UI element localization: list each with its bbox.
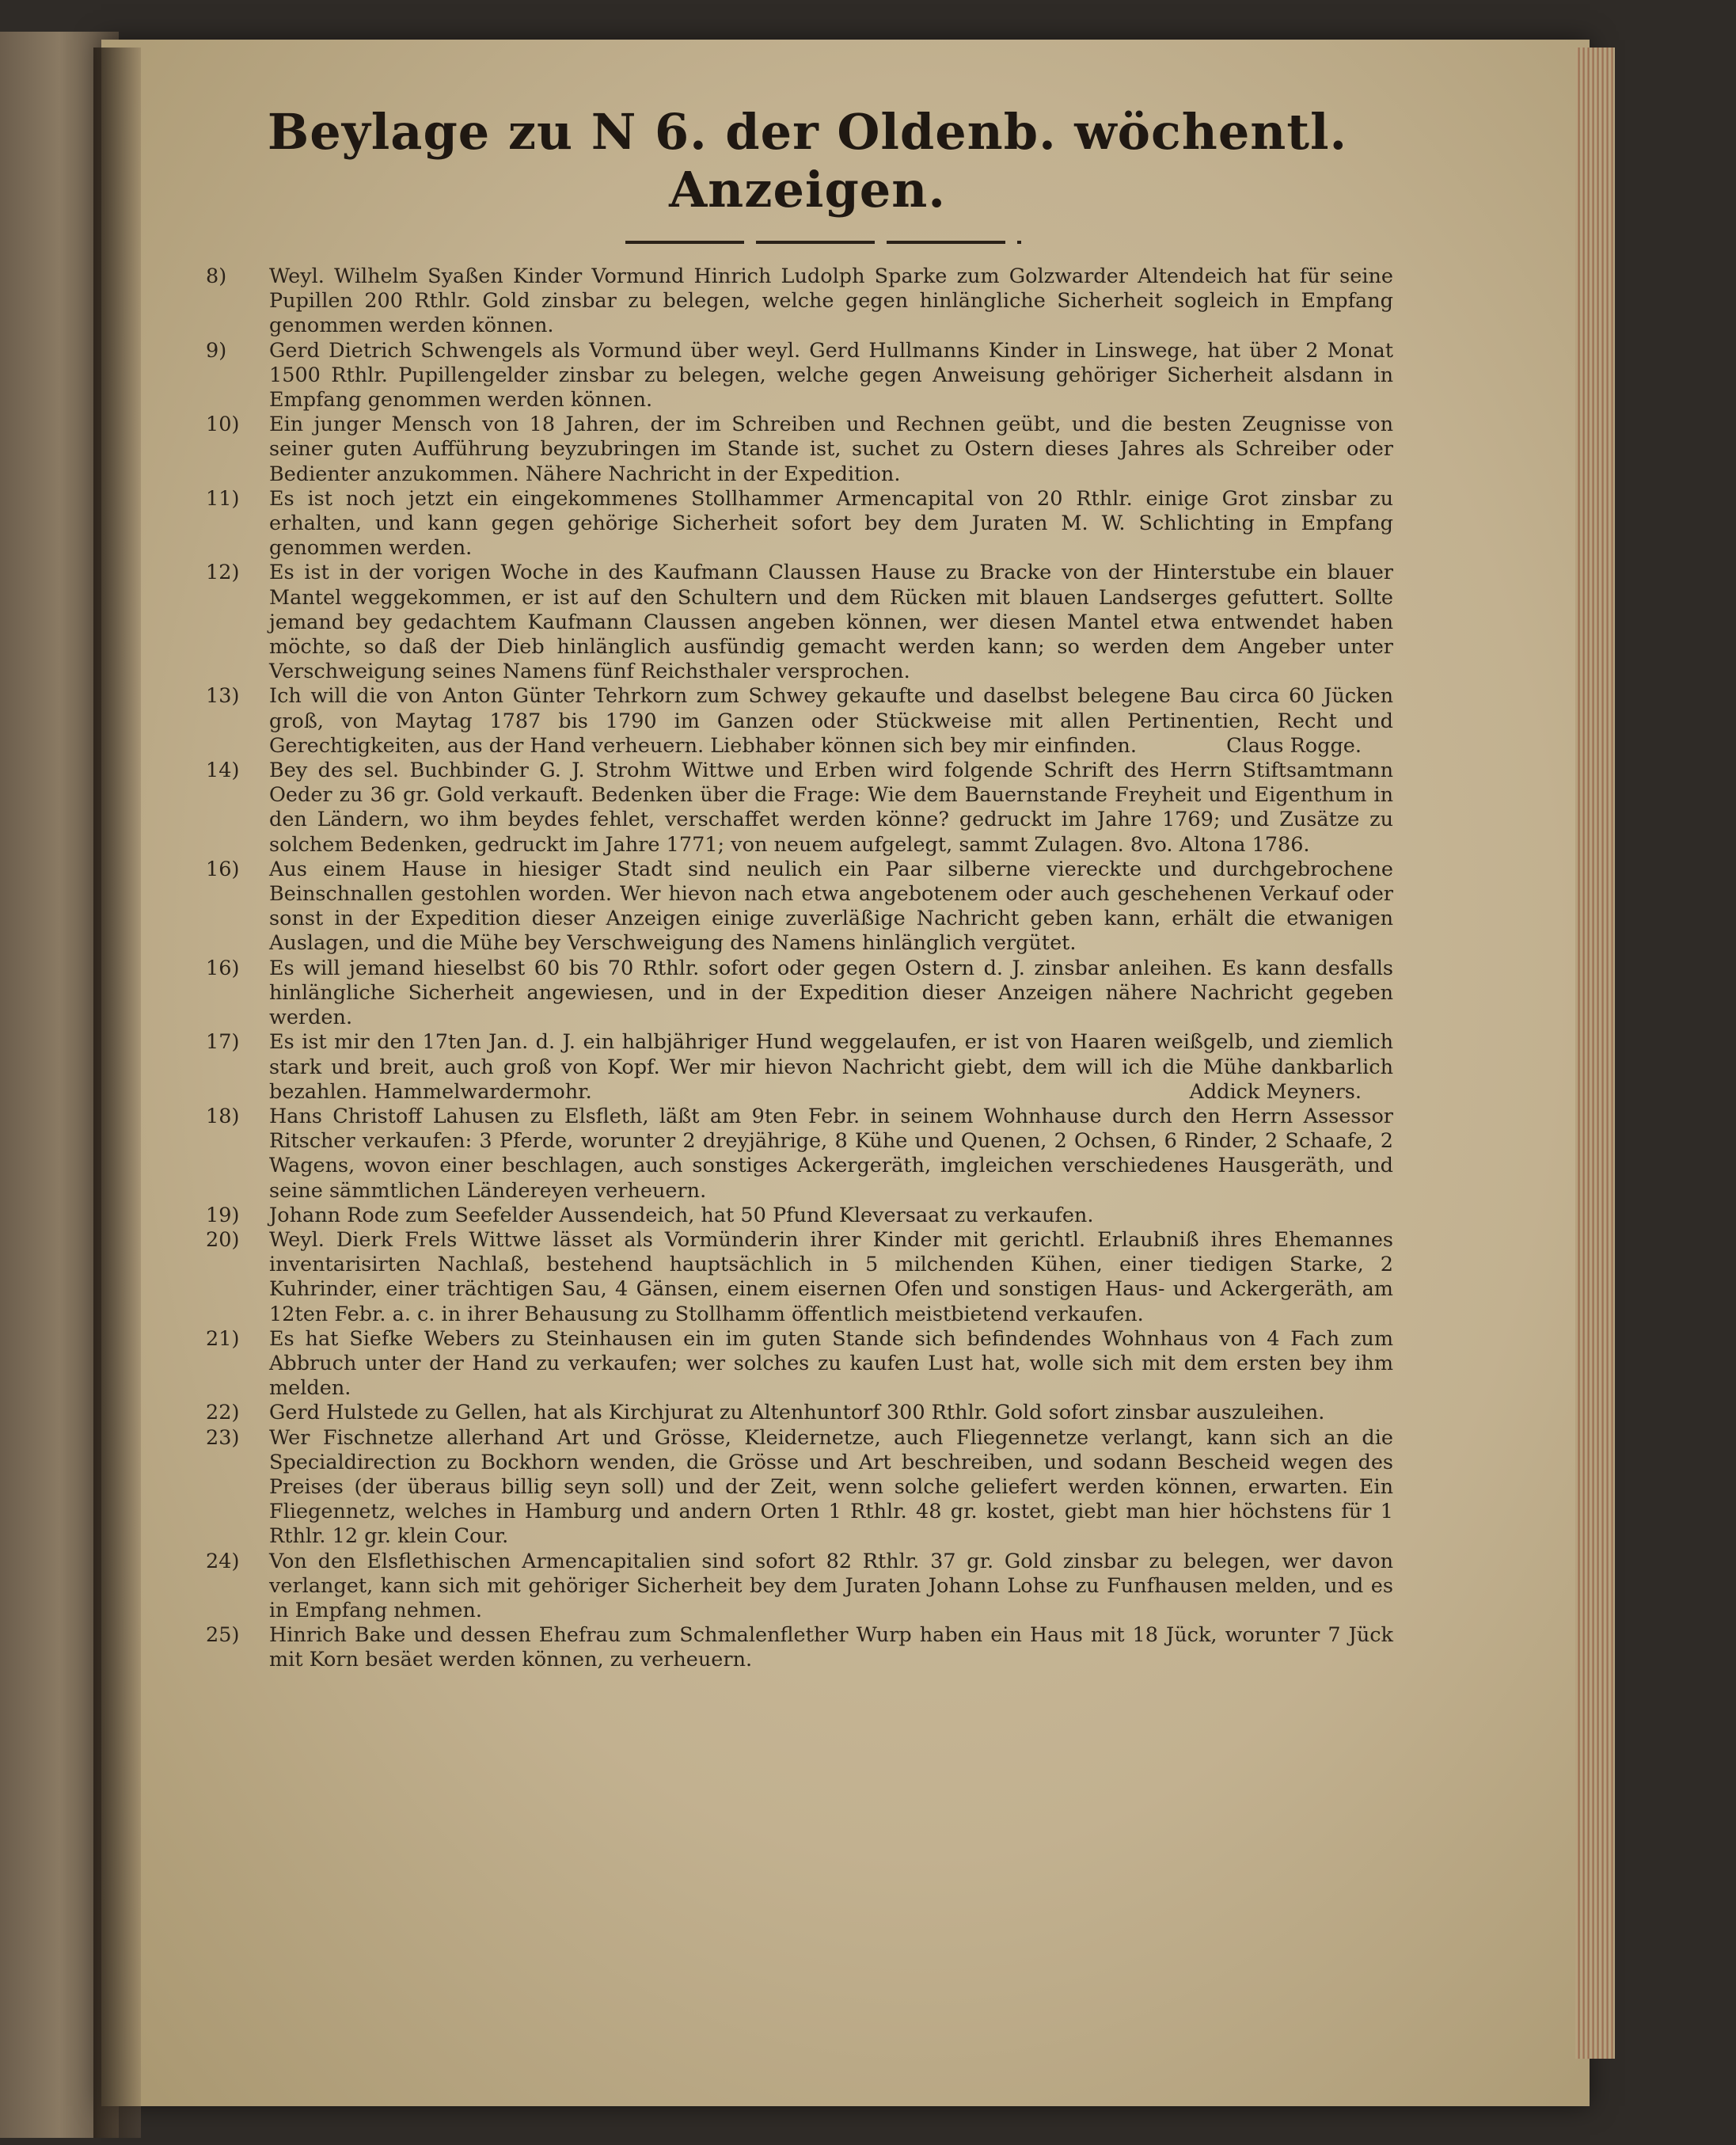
entry-number: 17) bbox=[206, 1030, 240, 1055]
entry bbox=[206, 957, 1393, 1031]
entry-text: Weyl. Wilhelm Syaßen Kinder Vormund Hinrich Ludolph Sparke zum Golzwarder Altendeich hat für seine Pupillen 200 Rthlr. Gold zinsbar zu belegen, welche gegen hinlängliche Sicherheit sogleich in Empfang genommen werden können. bbox=[269, 264, 1393, 338]
entries-list bbox=[206, 264, 1393, 1673]
entry bbox=[206, 487, 1393, 561]
entry bbox=[206, 413, 1393, 487]
entry bbox=[206, 1327, 1393, 1401]
entry-number: 20) bbox=[206, 1227, 240, 1252]
page-edges bbox=[1575, 48, 1615, 2059]
entry bbox=[206, 1030, 1393, 1105]
entry-number: 19) bbox=[206, 1203, 240, 1227]
entry bbox=[206, 339, 1393, 413]
entry-number: 8) bbox=[206, 264, 227, 288]
page-title: Beylage zu N 6. der Oldenb. wöchentl. Anzeigen. bbox=[267, 103, 1348, 219]
entry-number: 14) bbox=[206, 759, 240, 783]
entry-text: Bey des sel. Buchbinder G. J. Strohm Wittwe und Erben wird folgende Schrift des Herrn Stiftsamtmann Oeder zu 36 gr. Gold verkauft. Bedenken über die Frage: Wie dem Bauernstande Freyheit und Eigenthum in den Ländern, wo ihm beydes fehlet, verschaffet werden könne? gedruckt im Jahre 1769; und Zusätze zu solchem Bedenken, gedruckt im Jahre 1771; von neuem aufgelegt, sammt Zulagen. 8vo. Altona 1786. bbox=[269, 759, 1393, 857]
entry-text: Es will jemand hieselbst 60 bis 70 Rthlr. sofort oder gegen Ostern d. J. zinsbar anleihen. Es kann desfalls hinlängliche Sicherheit angewiesen, und in der Expedition dieser Anzeigen nähere Nachricht gegeben werden. bbox=[269, 956, 1393, 1030]
entry-number: 21) bbox=[206, 1326, 240, 1351]
entry-number: 22) bbox=[206, 1401, 240, 1425]
entry-number: 23) bbox=[206, 1425, 240, 1450]
entry-text: Aus einem Hause in hiesiger Stadt sind neulich ein Paar silberne viereckte und durchgebrochene Beinschnallen gestohlen worden. Wer hievon nach etwa angebotenem oder auch geschehenen Verkauf oder sonst in der Expedition dieser Anzeigen einige zuverläßige Nachricht geben kann, erhält die etwanigen Auslagen, und die Mühe bey Verschweigung des Namens hinlänglich vergütet. bbox=[269, 857, 1393, 956]
entry-number: 18) bbox=[206, 1104, 240, 1128]
title-rule bbox=[625, 241, 1021, 244]
entry-text: Weyl. Dierk Frels Wittwe lässet als Vormünderin ihrer Kinder mit gerichtl. Erlaubniß ihres Ehemannes inventarisirten Nachlaß, bestehend hauptsächlich in 5 milchenden Kühen, einer tiedigen Starke, 2 Kuhrinder, einer trächtigen Sau, 4 Gänsen, einem eisernen Ofen und sonstigen Haus- und Ackergeräth, am 12ten Febr. a. c. in ihrer Behausung zu Stollhamm öffentlich meistbietend verkaufen. bbox=[269, 1227, 1393, 1326]
entry-number: 16) bbox=[206, 956, 240, 980]
entry-text: Gerd Dietrich Schwengels als Vormund über weyl. Gerd Hullmanns Kinder in Linswege, hat über 2 Monat 1500 Rthlr. Pupillengelder zinsbar zu belegen, welche gegen Anweisung gehöriger Sicherheit alsdann in Empfang genommen werden können. bbox=[269, 338, 1393, 413]
entry-text: Ich will die von Anton Günter Tehrkorn zum Schwey gekaufte und daselbst belegene Bau circa 60 Jücken groß, von Maytag 1787 bis 1790 im Ganzen oder Stückweise mit allen Pertinentien, Recht und Gerechtigkeiten, aus der Hand verheuern. Liebhaber können sich bey mir einfinden. bbox=[269, 684, 1393, 758]
entry-number: 24) bbox=[206, 1549, 240, 1573]
entry bbox=[206, 561, 1393, 684]
entry-number: 25) bbox=[206, 1623, 240, 1648]
entry bbox=[206, 1228, 1393, 1327]
entry bbox=[206, 1204, 1393, 1228]
entry bbox=[206, 1426, 1393, 1550]
entry-text: Es ist noch jetzt ein eingekommenes Stollhammer Armencapital von 20 Rthlr. einige Grot zinsbar zu erhalten, und kann gegen gehörige Sicherheit sofort bey dem Juraten M. W. Schlichting in Empfang genommen werden. bbox=[269, 486, 1393, 561]
entry bbox=[206, 1623, 1393, 1672]
entry bbox=[206, 1550, 1393, 1624]
entry-number: 12) bbox=[206, 561, 240, 585]
entry-number: 13) bbox=[206, 684, 240, 709]
book-gutter bbox=[93, 48, 141, 2138]
entry-text: Ein junger Mensch von 18 Jahren, der im Schreiben und Rechnen geübt, und die besten Zeugnisse von seiner guten Aufführung beyzubringen im Stande ist, suchet zu Ostern dieses Jahres als Schreiber oder Bedienter anzukommen. Nähere Nachricht in der Expedition. bbox=[269, 413, 1393, 486]
entry-text: Johann Rode zum Seefelder Aussendeich, hat 50 Pfund Kleversaat zu verkaufen. bbox=[269, 1203, 1094, 1227]
entry-signature: Addick Meyners. bbox=[1189, 1079, 1362, 1104]
entry-text: Wer Fischnetze allerhand Art und Grösse, Kleidernetze, auch Fliegennetze verlangt, kann sich an die Specialdirection zu Bockhorn wenden, die Grösse und Art beschreiben, und sodann Bescheid wegen des Preises (der überaus billig seyn soll) und der Zeit, wenn solche geliefert werden können, erwarten. Ein Fliegennetz, welches in Hamburg und andern Orten 1 Rthlr. 48 gr. kostet, giebt man hier höchstens für 1 Rthlr. 12 gr. klein Cour. bbox=[269, 1425, 1393, 1549]
entry-text: Hans Christoff Lahusen zu Elsfleth, läßt am 9ten Febr. in seinem Wohnhause durch den Herrn Assessor Ritscher verkaufen: 3 Pferde, worunter 2 dreyjährige, 8 Kühe und Quenen, 2 Ochsen, 6 Rinder, 2 Schaafe, 2 Wagens, wovon einer beschlagen, auch sonstiges Ackergeräth, imgleichen verschiedenes Hausgeräth, und seine sämmtlichen Ländereyen verheuern. bbox=[269, 1104, 1393, 1203]
entry-text: Es hat Siefke Webers zu Steinhausen ein im guten Stande sich befindendes Wohnhaus von 4 Fach zum Abbruch unter der Hand zu verkaufen; wer solches zu kaufen Lust hat, wolle sich mit dem ersten bey ihm melden. bbox=[269, 1326, 1393, 1401]
entry bbox=[206, 264, 1393, 339]
entry-number: 16) bbox=[206, 857, 240, 881]
entry-text: Es ist in der vorigen Woche in des Kaufmann Claussen Hause zu Bracke von der Hinterstube ein blauer Mantel weggekommen, er ist auf den Schultern und dem Rücken mit blauen Landserges gefuttert. Sollte jemand bey gedachtem Kaufmann Claussen angeben können, wer diesen Mantel etwa entwendet haben möchte, so daß der Dieb hinlänglich ausfündig gemacht werden kann; so werden dem Angeber unter Verschweigung seines Namens fünf Reichsthaler versprochen. bbox=[269, 561, 1393, 684]
entry-signature: Claus Rogge. bbox=[1226, 733, 1362, 758]
entry-number: 11) bbox=[206, 486, 240, 511]
entry-text: Von den Elsflethischen Armencapitalien sind sofort 82 Rthlr. 37 gr. Gold zinsbar zu belegen, wer davon verlanget, kann sich mit gehöriger Sicherheit bey dem Juraten Johann Lohse zu Funfhausen melden, und es in Empfang nehmen. bbox=[269, 1549, 1393, 1622]
entry bbox=[206, 1105, 1393, 1204]
entry bbox=[206, 858, 1393, 957]
entry-number: 9) bbox=[206, 338, 227, 363]
entry bbox=[206, 1401, 1393, 1425]
entry-text: Gerd Hulstede zu Gellen, hat als Kirchjurat zu Altenhuntorf 300 Rthlr. Gold sofort zinsbar auszuleihen. bbox=[269, 1401, 1325, 1425]
entry bbox=[206, 684, 1393, 759]
entry-text: Hinrich Bake und dessen Ehefrau zum Schmalenflether Wurp haben ein Haus mit 18 Jück, worunter 7 Jück mit Korn besäet werden können, zu verheuern. bbox=[269, 1623, 1393, 1672]
entry bbox=[206, 759, 1393, 858]
page-content bbox=[174, 103, 1393, 1673]
entry-text: Es ist mir den 17ten Jan. d. J. ein halbjähriger Hund weggelaufen, er ist von Haaren weißgelb, und ziemlich stark und breit, auch groß von Kopf. Wer mir hievon Nachricht giebt, dem will ich die Mühe dankbarlich bezahlen. Hammelwardermohr. bbox=[269, 1030, 1393, 1104]
entry-number: 10) bbox=[206, 413, 240, 437]
